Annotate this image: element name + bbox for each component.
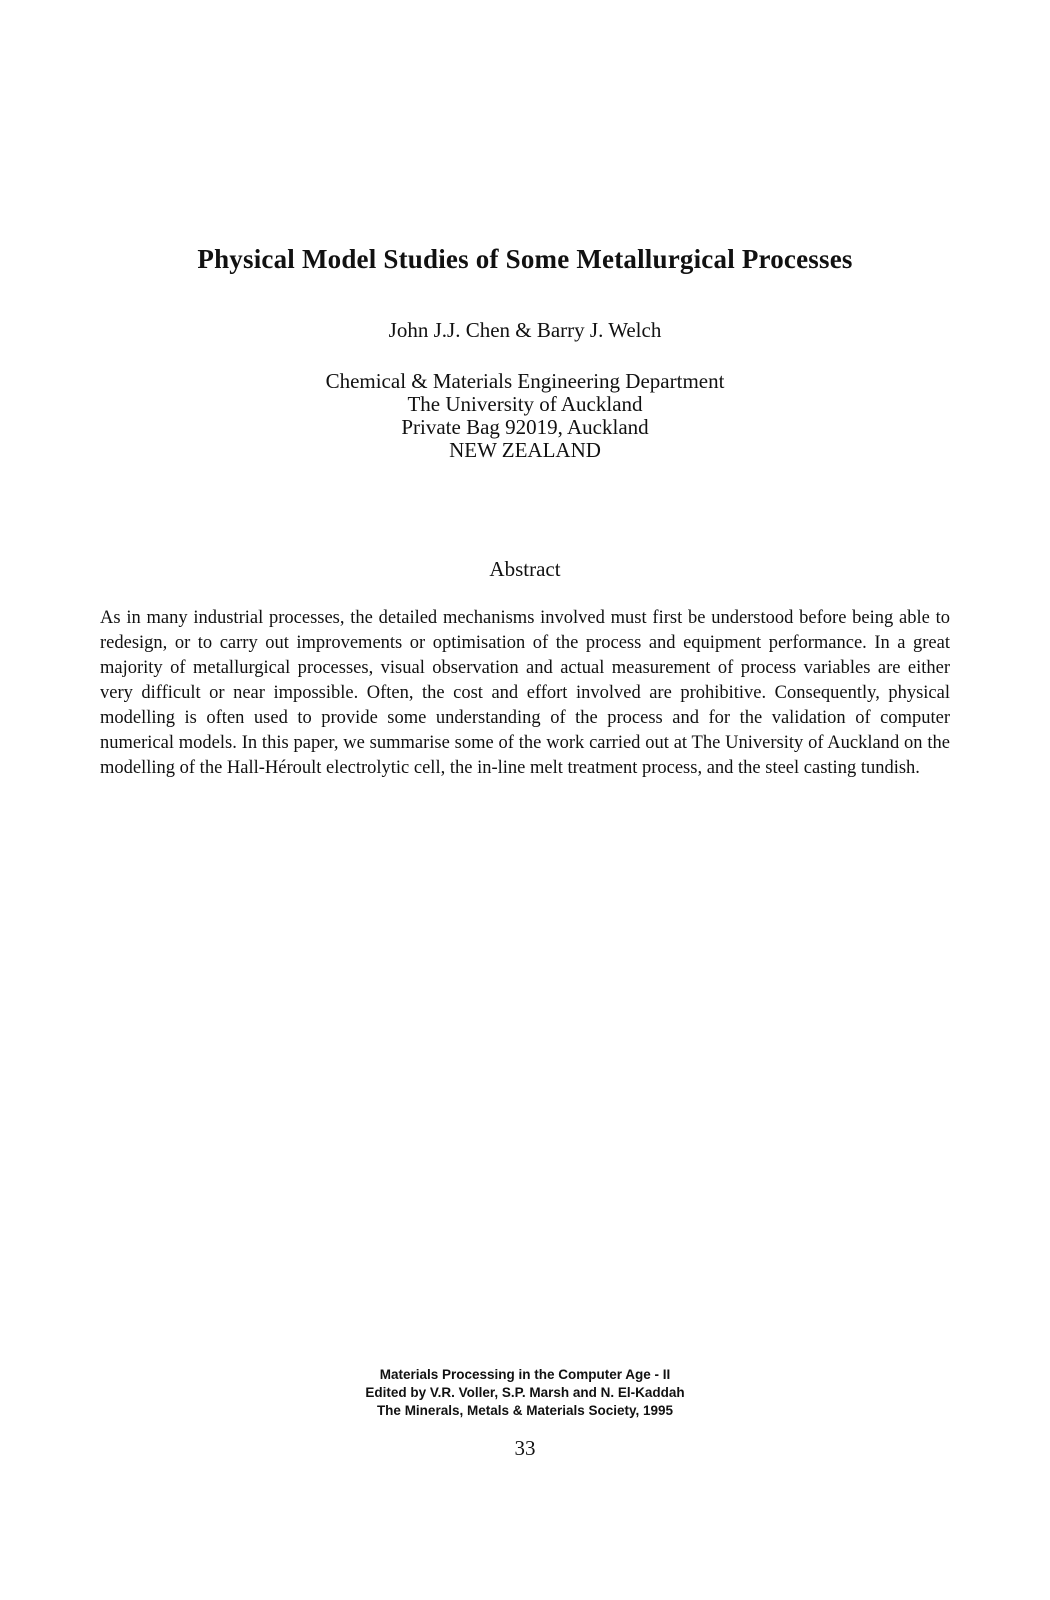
publication-footer [100,1366,950,1420]
affiliation-country: NEW ZEALAND [449,438,601,462]
affiliation-university: The University of Auckland [407,392,643,416]
footer-editors: Edited by V.R. Voller, S.P. Marsh and N. El-Kaddah [365,1385,685,1400]
paper-title: Physical Model Studies of Some Metallurgical Processes [197,244,853,274]
affiliation-block [100,370,950,462]
abstract-heading: Abstract [489,557,561,581]
footer-book-title: Materials Processing in the Computer Age - II [379,1367,671,1382]
abstract-text: As in many industrial processes, the detailed mechanisms involved must first be understood before being able to redesign, or to carry out improvements or optimisation of the process and equipment performance. In a great majority of metallurgical processes, visual observation and actual measurement of process variables are either very difficult or near impossible. Often, the cost and effort involved are prohibitive. Consequently, physical modelling is often used to provide some understanding of the process and for the validation of computer numerical models. In this paper, we summarise some of the work carried out at The University of Auckland on the modelling of the Hall-Héroult electrolytic cell, the in-line melt treatment process, and the steel casting tundish. [100,608,950,778]
affiliation-address: Private Bag 92019, Auckland [401,415,649,439]
page-number: 33 [514,1436,536,1460]
affiliation-department: Chemical & Materials Engineering Department [325,369,725,393]
author-list: John J.J. Chen & Barry J. Welch [388,318,662,342]
footer-publisher: The Minerals, Metals & Materials Society, 1995 [376,1403,674,1418]
